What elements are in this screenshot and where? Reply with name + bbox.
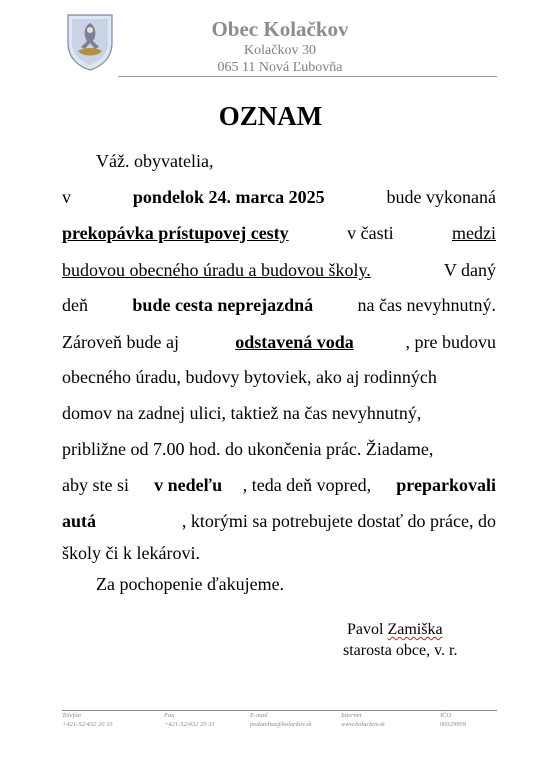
footer-internet — [341, 711, 385, 729]
footer-value: www.kolackov.sk — [341, 721, 385, 728]
text-run: V daný — [439, 260, 496, 280]
footer-label: IČO — [440, 712, 452, 719]
text-run: , teda deň vopred, — [242, 475, 376, 495]
body-line — [62, 257, 496, 283]
sunday-bold: v nedeľu — [154, 475, 223, 495]
coat-of-arms-icon — [66, 13, 114, 71]
footer-value: +421-52/432 20 33 — [164, 721, 215, 728]
greeting: Váž. obyvatelia, — [96, 151, 214, 171]
address-line-2: 065 11 Nová Ľubovňa — [217, 60, 343, 75]
text-run: aby ste si — [62, 475, 134, 495]
footer-ico — [440, 711, 466, 729]
text-run: deň — [62, 295, 93, 315]
signatory-surname: Zamiška — [387, 621, 443, 638]
text-run: približne od 7.00 hod. do ukončenia prác. Žiadame, — [62, 439, 434, 459]
work-description: prekopávka prístupovej cesty — [62, 223, 289, 243]
signatory-name — [347, 620, 443, 640]
footer-value: +421-52/432 20 33 — [62, 721, 113, 728]
body-line — [62, 472, 496, 498]
body-line — [62, 436, 496, 462]
text-run: bude vykonaná — [382, 187, 496, 207]
footer-label: Telefón — [62, 712, 81, 719]
notice-heading: OZNAM — [218, 101, 323, 131]
signatory-title: starosta obce, v. r. — [343, 642, 458, 659]
footer-email — [250, 711, 312, 729]
signatory-first-name: Pavol — [347, 621, 388, 638]
header-divider — [118, 76, 497, 77]
date-bold: pondelok 24. marca 2025 — [132, 187, 325, 207]
footer-value: 00329959 — [440, 721, 466, 728]
text-run: obecného úradu, budovy bytoviek, ako aj rodinných — [62, 367, 437, 387]
footer-label: Internet — [341, 712, 362, 719]
cars-bold: autá — [62, 511, 97, 531]
text-run: Zároveň bude aj — [62, 332, 184, 352]
text-run: v časti — [342, 223, 399, 243]
road-closed-bold: bude cesta neprejazdná — [132, 295, 314, 315]
body-line — [62, 292, 496, 318]
footer-label: E-mail — [250, 712, 268, 719]
body-line — [62, 400, 496, 426]
text-run: , pre budovu — [405, 332, 496, 352]
footer-label: Fax — [164, 712, 175, 719]
location-underlined: budovou obecného úradu a budovou školy. — [62, 260, 371, 280]
text-run: domov na zadnej ulici, taktiež na čas nevyhnutný, — [62, 403, 422, 423]
text-run: školy či k lekárovi. — [62, 543, 200, 563]
water-shutoff: odstavená voda — [235, 332, 354, 352]
text-run: v — [62, 187, 76, 207]
municipality-name: Obec Kolačkov — [211, 17, 349, 41]
footer-value: podatelna@kolackov.sk — [250, 721, 312, 728]
text-run: , ktorými sa potrebujete dostať do práce, do — [181, 511, 496, 531]
text-run: na čas nevyhnutný. — [353, 295, 496, 315]
move-cars-bold: preparkovali — [396, 475, 496, 495]
footer-fax — [164, 711, 215, 729]
closing-line: Za pochopenie ďakujeme. — [96, 574, 285, 594]
body-line — [62, 329, 496, 355]
body-line — [62, 184, 496, 210]
address-line-1: Kolačkov 30 — [244, 43, 316, 58]
body-line — [62, 508, 496, 534]
body-line — [62, 220, 496, 246]
location-underlined: medzi — [452, 223, 496, 243]
body-line — [62, 364, 496, 390]
body-line — [62, 540, 496, 566]
footer-phone — [62, 711, 113, 729]
